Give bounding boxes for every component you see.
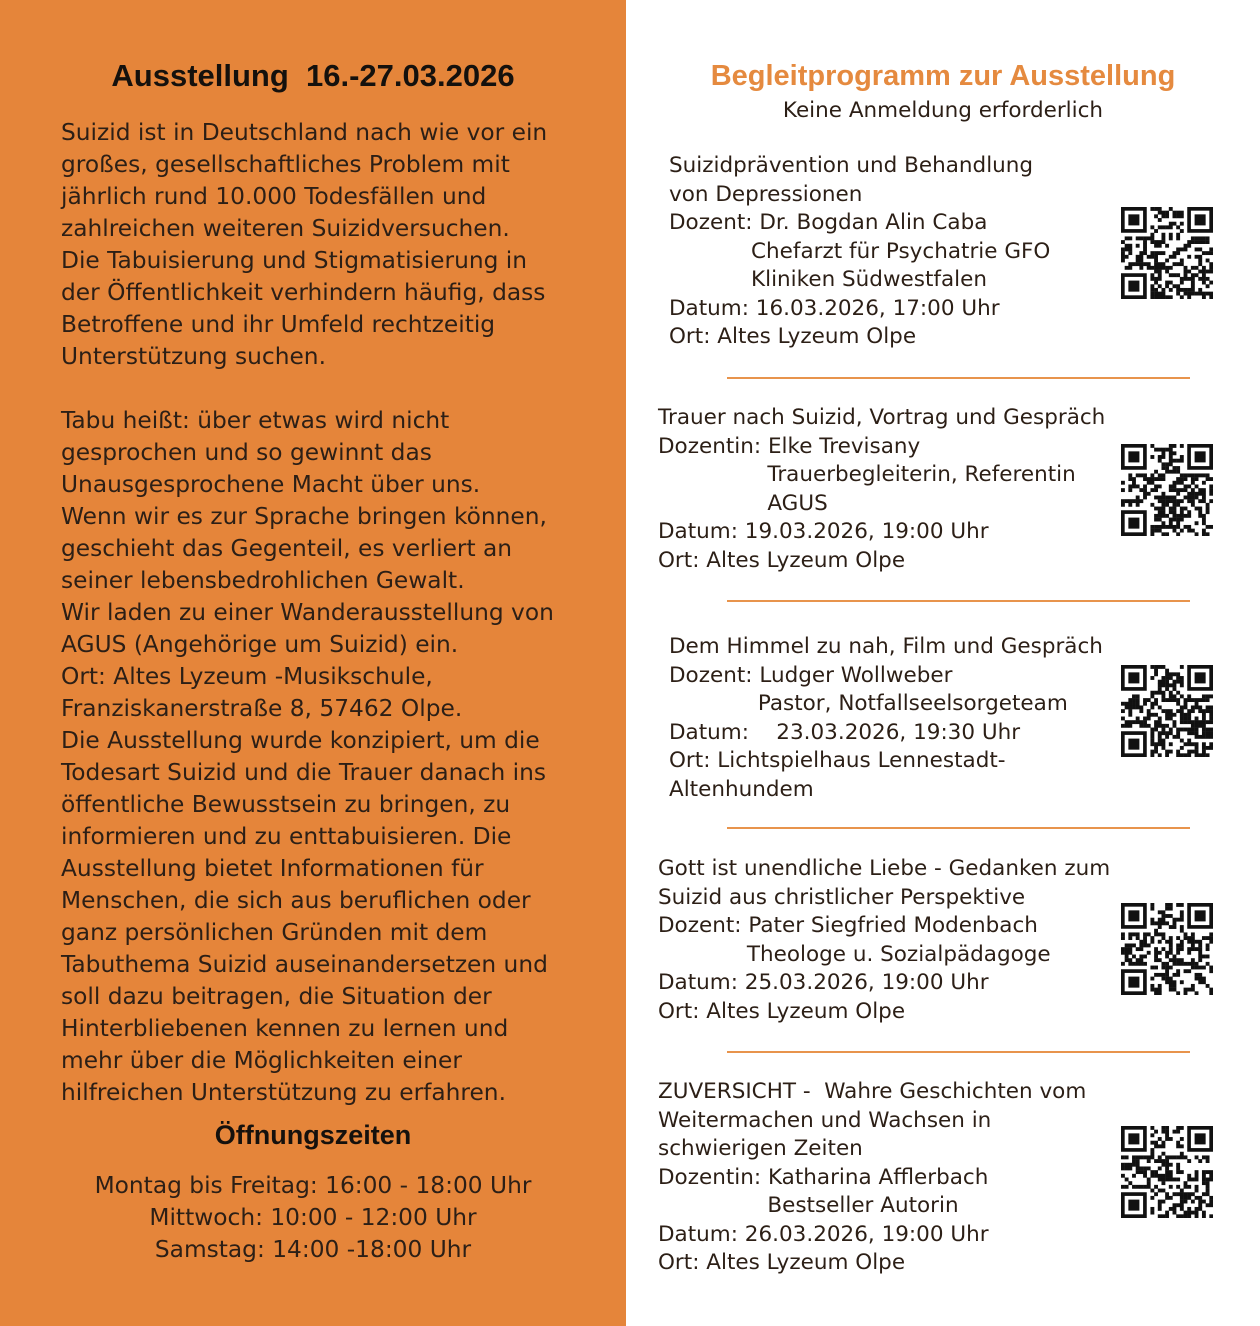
text-line: informieren und zu enttabuisieren. Die (61, 823, 512, 850)
text-line: zahlreichen weiteren Suizidversuchen. (61, 215, 510, 242)
qr-code-graphic (1121, 207, 1213, 299)
event-line: Ort: Altes Lyzeum Olpe (669, 324, 917, 349)
divider (727, 377, 1190, 379)
event-card (658, 1078, 1128, 1278)
text-line: hilfreichen Unterstützung zu erfahren. (61, 1079, 506, 1106)
divider (727, 827, 1190, 829)
event-line: Dozent: Ludger Wollweber (669, 662, 953, 688)
text-line: gesprochen und so gewinnt das (61, 439, 432, 466)
qr-code-graphic (1121, 444, 1213, 536)
event-line: Datum: 16.03.2026, 17:00 Uhr (669, 295, 1000, 321)
text-line: Unterstützung suchen. (61, 343, 326, 370)
text-line: Todesart Suizid und die Trauer danach ins (61, 759, 547, 786)
event-line: von Depressionen (669, 181, 863, 207)
text-line: jährlich rund 10.000 Todesfällen und (61, 183, 487, 210)
text-line: Tabuthema Suizid auseinandersetzen und (61, 951, 548, 978)
event-line: Weitermachen und Wachsen in (658, 1107, 992, 1133)
event-line: Suizid aus christlicher Perspektive (658, 884, 1026, 910)
program-subtitle: Keine Anmeldung erforderlich (782, 98, 1104, 123)
text-line: Ausstellung bietet Informationen für (61, 855, 484, 882)
text-line: Hinterbliebenen kennen zu lernen und (61, 1015, 509, 1042)
qr-code-icon[interactable] (1121, 207, 1213, 299)
text-line: Ort: Altes Lyzeum -Musikschule, (61, 663, 433, 690)
event-line: Chefarzt für Psychatrie GFO (669, 238, 1051, 264)
qr-code-graphic (1121, 1126, 1213, 1218)
event-line: AGUS (658, 490, 828, 516)
text-line: geschieht das Gegenteil, es verliert an (61, 535, 513, 562)
text-line: Menschen, die sich aus beruflichen oder (61, 887, 531, 914)
event-line: Dem Himmel zu nah, Film und Gespräch (669, 634, 1103, 659)
text-line: seiner lebensbedrohlichen Gewalt. (61, 567, 465, 594)
event-line: Ort: Altes Lyzeum Olpe (658, 1250, 906, 1275)
event-line: Ort: Altes Lyzeum Olpe (658, 998, 906, 1024)
text-line: Die Ausstellung wurde konzipiert, um die (61, 727, 540, 754)
event-line: Datum: 25.03.2026, 19:00 Uhr (658, 970, 989, 995)
event-line: Datum: 19.03.2026, 19:00 Uhr (658, 519, 989, 544)
qr-code-icon[interactable] (1121, 903, 1213, 995)
qr-code-icon[interactable] (1121, 444, 1213, 536)
divider (727, 600, 1190, 602)
text-line: öffentliche Bewusstsein zu bringen, zu (61, 791, 511, 818)
event-line: Datum: 23.03.2026, 19:30 Uhr (669, 719, 1021, 745)
qr-code-graphic (1121, 903, 1213, 995)
qr-code-graphic (1121, 665, 1213, 757)
opening-hours-item: Mittwoch: 10:00 - 12:00 Uhr (149, 1204, 477, 1231)
event-line: Theologe u. Sozialpädagoge (658, 941, 1051, 967)
text-line: Wir laden zu einer Wanderausstellung von (61, 599, 554, 626)
text-line: ganz persönlichen Gründen mit dem (61, 919, 488, 946)
event-line: Dozent: Dr. Bogdan Alin Caba (669, 210, 988, 235)
event-line: Bestseller Autorin (658, 1193, 959, 1218)
event-card (669, 152, 1139, 352)
text-line: Suizid ist in Deutschland nach wie vor ein (61, 119, 548, 146)
opening-hours-item: Montag bis Freitag: 16:00 - 18:00 Uhr (94, 1172, 532, 1199)
opening-hours-heading: Öffnungszeiten (214, 1120, 412, 1150)
opening-hours-item: Samstag: 14:00 -18:00 Uhr (154, 1236, 472, 1263)
event-card (658, 855, 1128, 1026)
event-line: Pastor, Notfallseelsorgeteam (669, 691, 1068, 716)
text-line: Wenn wir es zur Sprache bringen können, (61, 503, 547, 530)
event-line: Trauerbegleiterin, Referentin (658, 462, 1076, 487)
exhibition-description (61, 117, 601, 1109)
event-line: Gott ist unendliche Liebe - Gedanken zum (658, 856, 1111, 881)
event-line: schwierigen Zeiten (658, 1136, 863, 1161)
text-line: Unausgesprochene Macht über uns. (61, 471, 481, 498)
event-line: Dozentin: Elke Trevisany (658, 433, 921, 459)
text-line: soll dazu beitragen, die Situation der (61, 983, 492, 1010)
divider (727, 1051, 1190, 1053)
text-line: der Öffentlichkeit verhindern häufig, dass (61, 279, 546, 306)
text-line: Franziskanerstraße 8, 57462 Olpe. (61, 695, 463, 722)
event-card (658, 404, 1128, 575)
paragraph-spacer (61, 373, 601, 405)
exhibition-title: Ausstellung 16.-27.03.2026 (111, 58, 515, 93)
event-line: Trauer nach Suizid, Vortrag und Gespräch (658, 405, 1106, 430)
event-line: Suizidprävention und Behandlung (669, 153, 1034, 178)
text-line: Betroffene und ihr Umfeld rechtzeitig (61, 311, 496, 338)
event-line: Datum: 26.03.2026, 19:00 Uhr (658, 1221, 989, 1247)
event-line: Dozent: Pater Siegfried Modenbach (658, 913, 1038, 938)
event-line: Ort: Lichtspielhaus Lennestadt- (669, 748, 1006, 773)
event-line: Dozentin: Katharina Afflerbach (658, 1164, 989, 1190)
event-line: Ort: Altes Lyzeum Olpe (658, 547, 906, 573)
text-line: großes, gesellschaftliches Problem mit (61, 151, 510, 178)
opening-hours-list (0, 1170, 626, 1266)
qr-code-icon[interactable] (1121, 665, 1213, 757)
event-line: ZUVERSICHT - Wahre Geschichten vom (658, 1079, 1087, 1104)
qr-code-icon[interactable] (1121, 1126, 1213, 1218)
event-line: Altenhundem (669, 776, 814, 802)
event-line: Kliniken Südwestfalen (669, 267, 987, 292)
event-card (669, 633, 1139, 804)
text-line: AGUS (Angehörige um Suizid) ein. (61, 631, 459, 658)
text-line: Tabu heißt: über etwas wird nicht (61, 407, 450, 434)
text-line: mehr über die Möglichkeiten einer (61, 1047, 462, 1074)
text-line: Die Tabuisierung und Stigmatisierung in (61, 247, 528, 274)
exhibition-panel (0, 0, 626, 1326)
program-title: Begleitprogramm zur Ausstellung (710, 60, 1176, 92)
